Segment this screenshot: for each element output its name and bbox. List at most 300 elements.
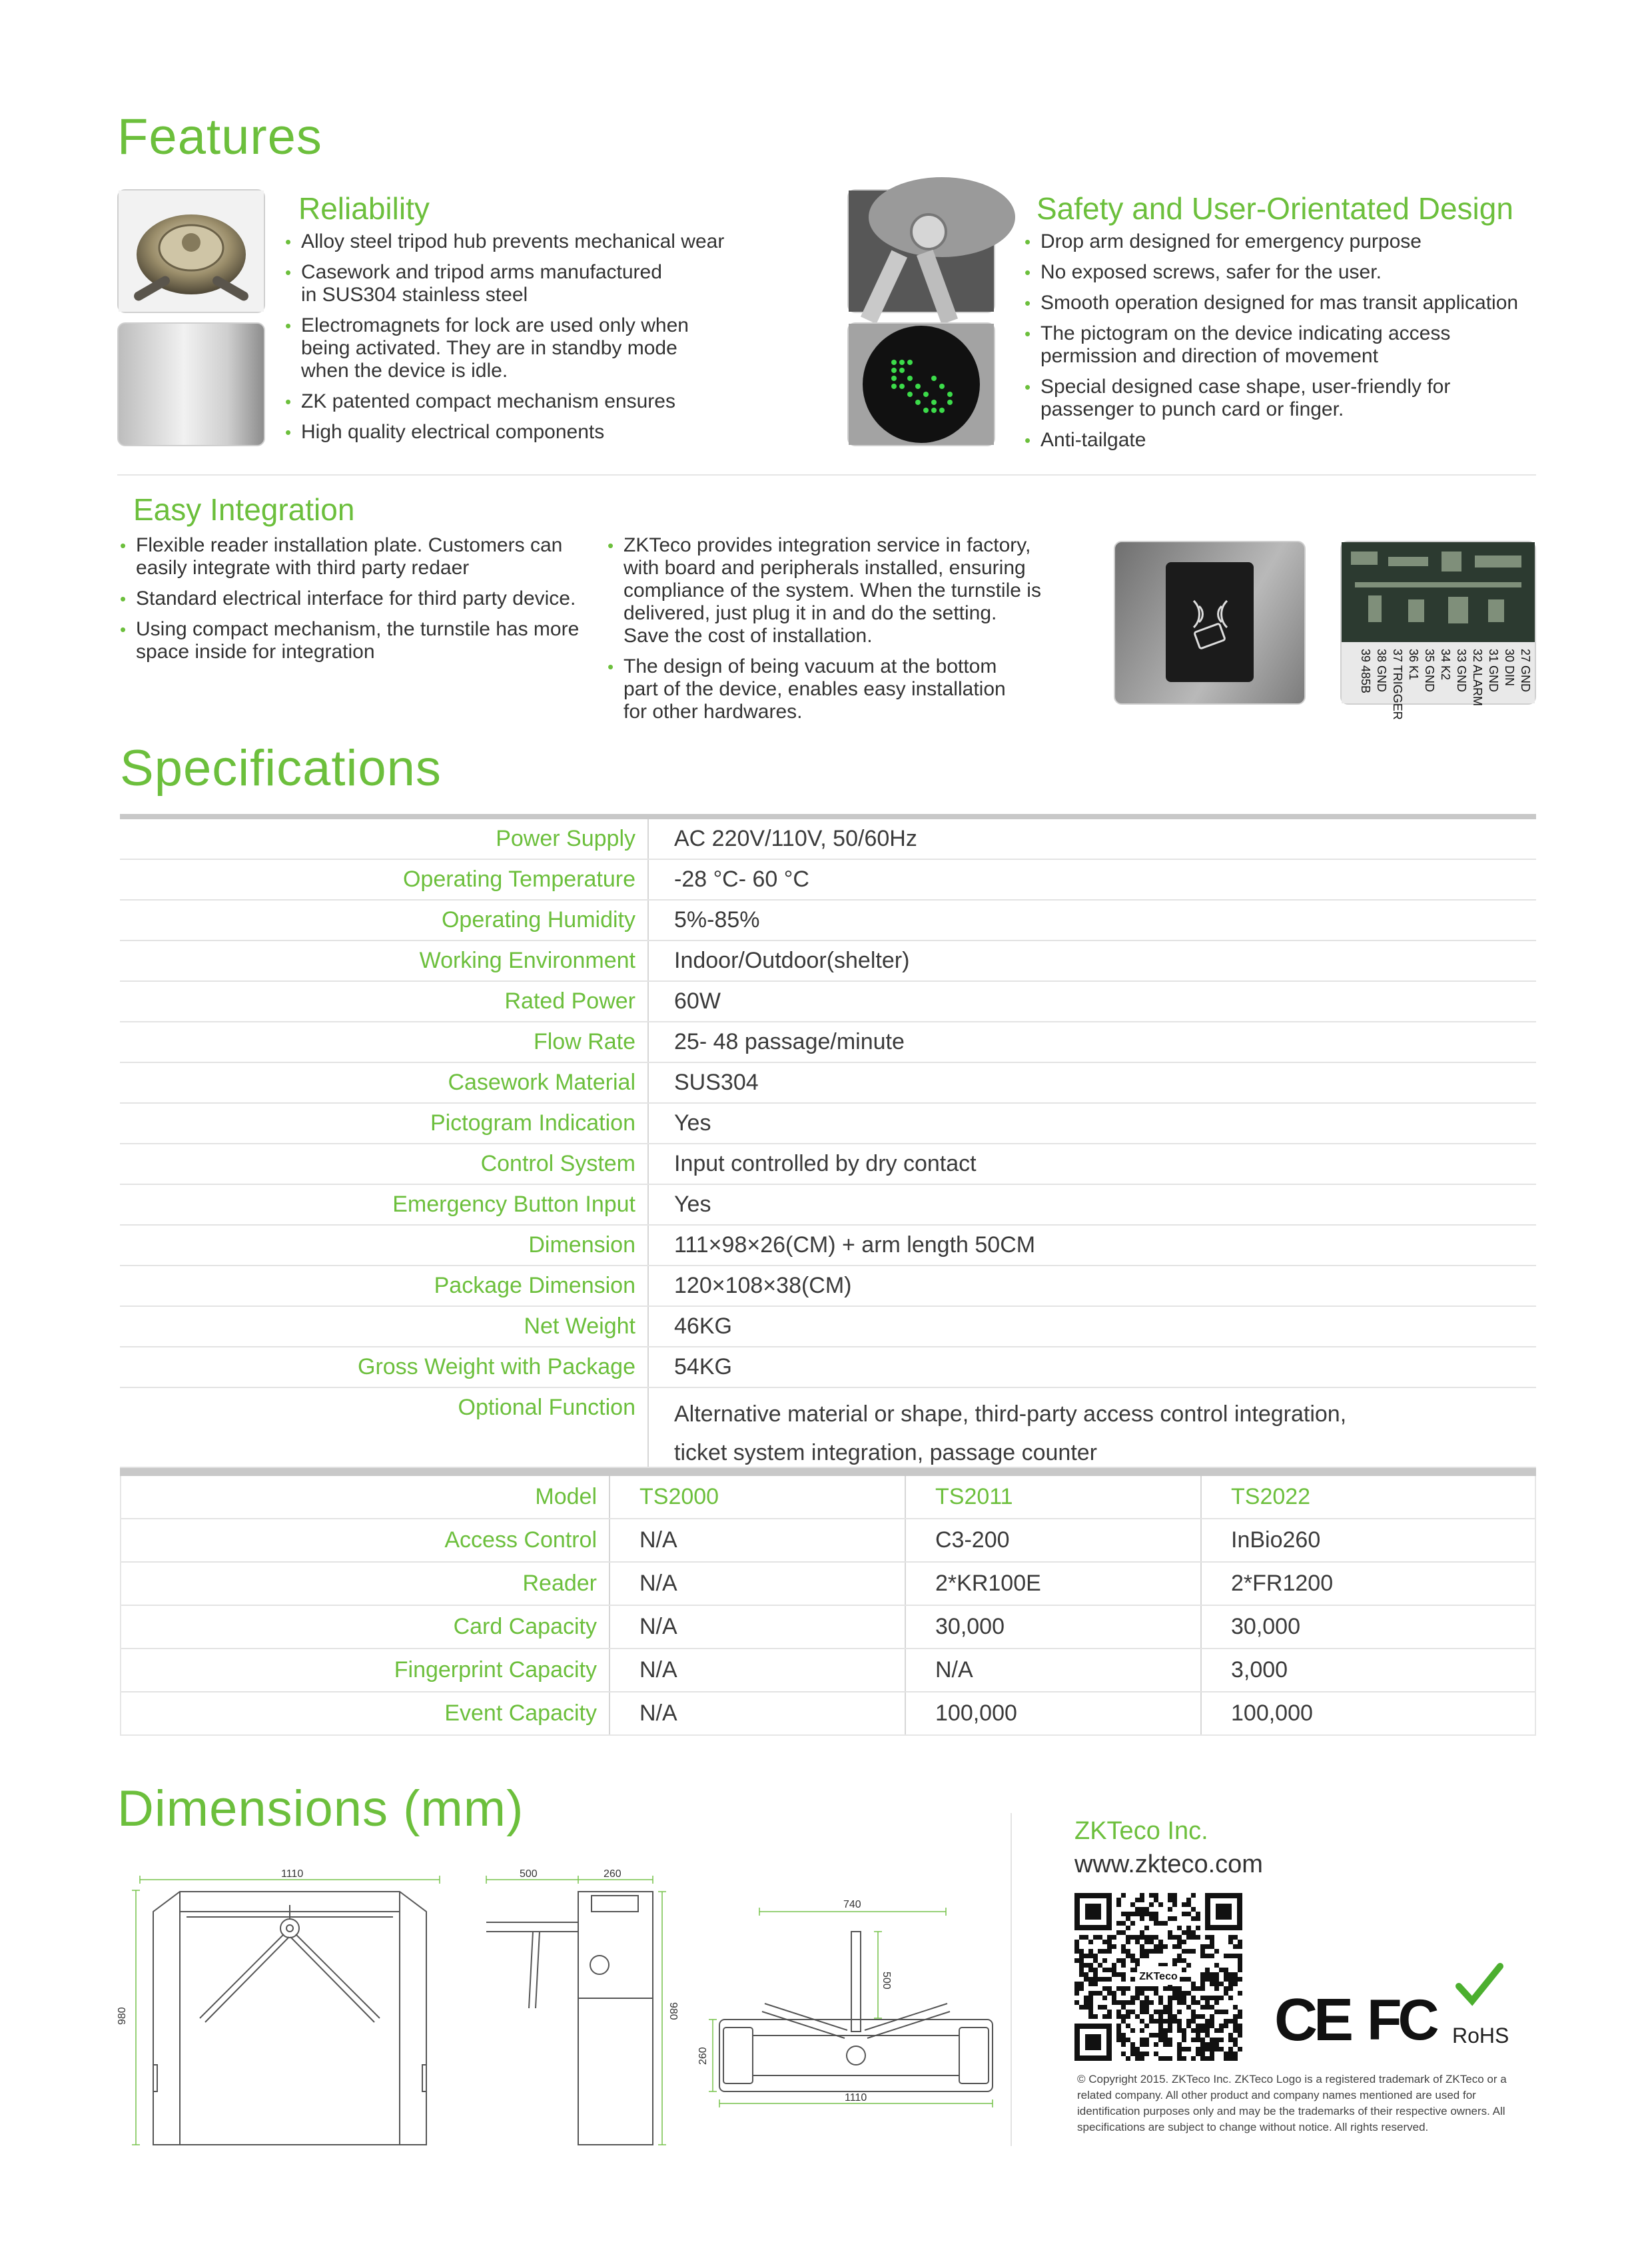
qr-module (1210, 2024, 1214, 2028)
table-cell: InBio260 (1231, 1527, 1321, 1553)
qr-module (1205, 2028, 1210, 2033)
table-row (120, 1347, 1536, 1388)
qr-module (1098, 1963, 1102, 1968)
table-top-rule (120, 1471, 1536, 1476)
qr-module (1144, 1926, 1149, 1930)
qr-module (1168, 1930, 1172, 1935)
qr-module (1158, 1921, 1163, 1926)
qr-module (1079, 1949, 1084, 1954)
qr-module (1219, 2047, 1224, 2052)
qr-module (1228, 2033, 1233, 2038)
qr-module (1210, 2019, 1214, 2024)
qr-module (1154, 1916, 1158, 1921)
qr-module (1219, 1982, 1224, 1986)
model-row-label: Card Capacity (121, 1606, 610, 1648)
qr-module (1140, 1930, 1144, 1935)
top-arm-label: 500 (881, 1972, 892, 1990)
qr-module (1140, 1949, 1144, 1954)
qr-module (1140, 1954, 1144, 1958)
table-cell: N/A (610, 1606, 906, 1648)
qr-module (1168, 2024, 1172, 2028)
table-row (120, 1226, 1536, 1266)
qr-module (1214, 2047, 1219, 2052)
qr-module (1233, 2024, 1238, 2028)
qr-module (1088, 1954, 1093, 1958)
qr-module (1116, 1902, 1121, 1907)
qr-module (1079, 1972, 1084, 1977)
spec-rows (120, 819, 1536, 1388)
qr-module (1088, 1982, 1093, 1986)
side-view-drawing (473, 1865, 679, 2158)
qr-module (1214, 2028, 1219, 2033)
qr-module (1214, 1963, 1219, 1968)
qr-module (1149, 1912, 1154, 1916)
qr-module (1172, 1902, 1177, 1907)
qr-module (1233, 2056, 1238, 2061)
qr-module (1112, 2000, 1116, 2005)
qr-module (1196, 2014, 1200, 2019)
qr-module (1163, 2033, 1168, 2038)
qr-module (1191, 2019, 1196, 2024)
qr-module (1210, 2014, 1214, 2019)
qr-module (1121, 1921, 1126, 1926)
qr-module (1121, 2005, 1126, 2010)
qr-module (1196, 2028, 1200, 2033)
qr-module (1177, 2010, 1182, 2014)
qr-module (1074, 2000, 1079, 2005)
qr-module (1186, 2047, 1191, 2052)
table-cell: 30,000 (1231, 1614, 1300, 1639)
qr-module (1140, 2056, 1144, 2061)
terminal-label: 39 485B (1359, 649, 1372, 694)
qr-module (1135, 2052, 1140, 2056)
qr-module (1093, 2014, 1098, 2019)
qr-module (1168, 2038, 1172, 2042)
table-cell: N/A (610, 1649, 906, 1691)
qr-module (1144, 1935, 1149, 1940)
qr-module (1084, 1935, 1088, 1940)
list-item: • Special designed case shape, user-friendly for passenger to punch card or finger. (1025, 376, 1467, 421)
front-view-drawing (117, 1865, 460, 2158)
qr-module (1121, 2000, 1126, 2005)
pictogram-photo (847, 322, 995, 446)
table-top-rule (120, 814, 1536, 819)
qr-module (1177, 2047, 1182, 2052)
qr-module (1238, 2033, 1242, 2038)
qr-module (1121, 1958, 1126, 1963)
qr-module (1074, 1940, 1079, 1944)
models-table (120, 1471, 1536, 1736)
specifications-table (120, 814, 1536, 1472)
qr-module (1130, 1968, 1135, 1972)
qr-module (1163, 2028, 1168, 2033)
qr-module (1172, 1996, 1177, 2000)
qr-module (1182, 2056, 1186, 2061)
qr-module (1149, 2014, 1154, 2019)
terminal-label: 30 DIN (1503, 649, 1516, 687)
table-row (120, 1104, 1536, 1144)
qr-module (1182, 1968, 1186, 1972)
spec-label: Flow Rate (120, 1022, 649, 1062)
qr-module (1158, 2019, 1163, 2024)
qr-module (1228, 1982, 1233, 1986)
list-item: • No exposed screws, safer for the user. (1025, 261, 1531, 284)
list-item: • Flexible reader installation plate. Customers can easily integrate with third party redaer (120, 534, 586, 579)
tripod-hub-image (119, 190, 264, 312)
spec-value (649, 1388, 1346, 1472)
qr-module (1238, 1963, 1242, 1968)
qr-module (1093, 1968, 1098, 1972)
qr-module (1238, 1944, 1242, 1949)
qr-module (1121, 1912, 1126, 1916)
qr-module (1214, 1949, 1219, 1954)
table-row (121, 1606, 1535, 1649)
qr-module (1154, 2033, 1158, 2038)
qr-module (1107, 2014, 1112, 2019)
casework-photo (117, 322, 265, 446)
qr-module (1074, 1991, 1079, 1996)
table-cell: 3,000 (1231, 1657, 1288, 1682)
top-depth-label: 260 (697, 2047, 709, 2065)
model-rows (121, 1519, 1535, 1734)
qr-module (1149, 1949, 1154, 1954)
terminal-label: 36 K1 (1407, 649, 1420, 681)
qr-module (1158, 2028, 1163, 2033)
qr-module (1168, 2019, 1172, 2024)
qr-module (1191, 1949, 1196, 1954)
qr-module (1200, 1986, 1205, 1991)
qr-module (1121, 2042, 1126, 2047)
qr-module (1191, 1907, 1196, 1912)
qr-module (1182, 2033, 1186, 2038)
qr-module (1177, 2019, 1182, 2024)
qr-module (1154, 1991, 1158, 1996)
qr-module (1200, 2014, 1205, 2019)
qr-module (1149, 1940, 1154, 1944)
qr-module (1200, 2028, 1205, 2033)
qr-module (1074, 1958, 1079, 1963)
qr-module (1140, 1898, 1144, 1902)
qr-module (1126, 1949, 1130, 1954)
qr-module (1154, 1893, 1158, 1898)
qr-module (1079, 1958, 1084, 1963)
qr-module (1140, 1944, 1144, 1949)
qr-module (1233, 2019, 1238, 2024)
qr-module (1172, 1898, 1177, 1902)
spec-value: Input controlled by dry contact (674, 1151, 977, 1176)
qr-module (1196, 1935, 1200, 1940)
qr-module (1130, 1921, 1135, 1926)
circuit-board-photo (1340, 541, 1536, 720)
qr-module (1163, 2010, 1168, 2014)
qr-module (1233, 1972, 1238, 1977)
qr-module (1135, 1940, 1140, 1944)
qr-module (1168, 2056, 1172, 2061)
qr-module (1158, 2038, 1163, 2042)
qr-module (1182, 1958, 1186, 1963)
qr-module (1144, 2052, 1149, 2056)
qr-module (1191, 1986, 1196, 1991)
qr-module (1079, 1954, 1084, 1958)
qr-module (1205, 2019, 1210, 2024)
qr-module (1102, 1977, 1107, 1982)
qr-module (1135, 2014, 1140, 2019)
qr-module (1144, 1907, 1149, 1912)
qr-module (1205, 2000, 1210, 2005)
table-row (120, 1022, 1536, 1063)
qr-module (1210, 1954, 1214, 1958)
qr-module (1140, 2000, 1144, 2005)
table-row (120, 1307, 1536, 1347)
qr-module (1144, 1949, 1149, 1954)
qr-module (1126, 2010, 1130, 2014)
qr-module (1163, 1944, 1168, 1949)
list-item: • The design of being vacuum at the bottom part of the device, enables easy installation for other hardwares. (608, 655, 1017, 723)
qr-module (1121, 1963, 1126, 1968)
model-row-label: Access Control (121, 1519, 610, 1561)
qr-module (1140, 1986, 1144, 1991)
qr-module (1107, 1944, 1112, 1949)
qr-module (1214, 1977, 1219, 1982)
qr-module (1200, 2052, 1205, 2056)
drop-arm-image (849, 190, 994, 312)
reliability-list (285, 230, 738, 452)
qr-module (1219, 2024, 1224, 2028)
qr-module (1168, 1907, 1172, 1912)
qr-module (1205, 1972, 1210, 1977)
qr-module (1088, 1977, 1093, 1982)
qr-module (1079, 1968, 1084, 1972)
qr-module (1107, 1977, 1112, 1982)
spec-value: 60W (674, 988, 721, 1014)
qr-module (1084, 2000, 1088, 2005)
model-ts2011: TS2011 (906, 1476, 1202, 1518)
model-ts2022: TS2022 (1231, 1484, 1311, 1509)
qr-module (1210, 2056, 1214, 2061)
qr-module (1224, 2019, 1228, 2024)
qr-module (1172, 1986, 1177, 1991)
qr-module (1186, 1963, 1191, 1968)
qr-module (1140, 1907, 1144, 1912)
qr-module (1140, 1912, 1144, 1916)
qr-module (1149, 2019, 1154, 2024)
qr-module (1158, 2014, 1163, 2019)
qr-module (1205, 2024, 1210, 2028)
table-cell: 100,000 (1231, 1700, 1313, 1726)
qr-module (1126, 1926, 1130, 1930)
qr-module (1191, 1893, 1196, 1898)
list-item: • ZKTeco provides integration service in factory, with board and peripherals installed, ensuring compliance of the system. When the turnstile is delivered, just plug it in and do the setting. Save the cost of installation. (608, 534, 1047, 647)
qr-module (1191, 2038, 1196, 2042)
qr-module (1214, 1972, 1219, 1977)
table-cell: N/A (610, 1519, 906, 1561)
qr-module (1079, 1963, 1084, 1968)
qr-module (1130, 1977, 1135, 1982)
qr-module (1168, 2042, 1172, 2047)
qr-module (1144, 1954, 1149, 1958)
qr-module (1088, 2000, 1093, 2005)
qr-logo-text: ZKTeco (1139, 1971, 1178, 1982)
list-item: • The pictogram on the device indicating access permission and direction of movement (1025, 322, 1480, 368)
qr-module (1233, 1935, 1238, 1940)
qr-module (1074, 1949, 1079, 1954)
qr-module (1107, 2010, 1112, 2014)
qr-module (1107, 1968, 1112, 1972)
qr-module (1196, 2047, 1200, 2052)
list-item: • Drop arm designed for emergency purpose (1025, 230, 1531, 253)
spec-label: Rated Power (120, 982, 649, 1021)
qr-module (1121, 1944, 1126, 1949)
table-row (120, 1144, 1536, 1185)
qr-module (1158, 2056, 1163, 2061)
qr-module (1107, 1991, 1112, 1996)
qr-module (1233, 2014, 1238, 2019)
qr-module (1144, 2024, 1149, 2028)
qr-module (1158, 2010, 1163, 2014)
terminal-board-image (1342, 542, 1535, 720)
qr-module (1224, 2024, 1228, 2028)
qr-module (1228, 2019, 1233, 2024)
spec-label: Dimension (120, 1226, 649, 1265)
table-row (121, 1519, 1535, 1563)
qr-module (1126, 1954, 1130, 1958)
qr-code (1074, 1893, 1242, 2061)
qr-module (1140, 1991, 1144, 1996)
qr-module (1144, 1912, 1149, 1916)
qr-module (1084, 1977, 1088, 1982)
qr-module (1126, 1935, 1130, 1940)
qr-module (1121, 2033, 1126, 2038)
qr-module (1130, 1912, 1135, 1916)
integration-title: Easy Integration (133, 492, 355, 527)
qr-module (1186, 1949, 1191, 1954)
qr-module (1121, 2014, 1126, 2019)
qr-module (1168, 1986, 1172, 1991)
pictogram-arrow-image (849, 324, 994, 445)
qr-module (1177, 1926, 1182, 1930)
footer-divider (1011, 1813, 1012, 2146)
list-item: • Alloy steel tripod hub prevents mechanical wear (285, 230, 738, 253)
rfid-reader-image (1115, 542, 1304, 703)
qr-module (1163, 2056, 1168, 2061)
terminal-label: 35 GND (1423, 649, 1436, 693)
model-label: Model (121, 1476, 610, 1518)
qr-module (1168, 1935, 1172, 1940)
qr-module (1233, 2052, 1238, 2056)
card-reader-photo (1114, 541, 1306, 705)
qr-module (1177, 1944, 1182, 1949)
qr-module (1126, 1912, 1130, 1916)
qr-module (1233, 1954, 1238, 1958)
qr-module (1172, 1893, 1177, 1898)
qr-module (1177, 1996, 1182, 2000)
model-row-label: Reader (121, 1563, 610, 1605)
qr-module (1154, 1949, 1158, 1954)
side-arm-label: 500 (520, 1868, 538, 1880)
qr-module (1116, 1930, 1121, 1935)
qr-module (1200, 1972, 1205, 1977)
qr-module (1074, 1944, 1079, 1949)
qr-module (1093, 1958, 1098, 1963)
qr-module (1126, 2000, 1130, 2005)
rohs-check-icon (1456, 1962, 1503, 2010)
qr-module (1126, 1916, 1130, 1921)
qr-module (1205, 1935, 1210, 1940)
qr-module (1130, 1958, 1135, 1963)
qr-module (1102, 1958, 1107, 1963)
qr-module (1238, 1991, 1242, 1996)
qr-module (1163, 2042, 1168, 2047)
qr-module (1233, 1982, 1238, 1986)
qr-module (1088, 1996, 1093, 2000)
qr-module (1102, 2014, 1107, 2019)
qr-module (1177, 2024, 1182, 2028)
spec-value: Yes (674, 1192, 711, 1217)
spec-value: AC 220V/110V, 50/60Hz (674, 826, 917, 851)
table-header-row (121, 1476, 1535, 1519)
company-url: www.zkteco.com (1074, 1850, 1263, 1878)
qr-module (1149, 1935, 1154, 1940)
qr-module (1121, 1977, 1126, 1982)
qr-module (1186, 2019, 1191, 2024)
qr-module (1154, 1935, 1158, 1940)
qr-module (1093, 1935, 1098, 1940)
qr-module (1112, 1991, 1116, 1996)
qr-module (1186, 1926, 1191, 1930)
qr-module (1163, 2019, 1168, 2024)
qr-module (1233, 2028, 1238, 2033)
qr-module (1210, 2042, 1214, 2047)
qr-module (1088, 1963, 1093, 1968)
qr-module (1088, 1991, 1093, 1996)
qr-module (1116, 1972, 1121, 1977)
qr-module (1154, 1898, 1158, 1902)
list-item: • Anti-tailgate (1025, 429, 1531, 452)
qr-module (1200, 1944, 1205, 1949)
qr-module (1177, 2028, 1182, 2033)
table-row (120, 1185, 1536, 1226)
qr-module (1191, 1935, 1196, 1940)
table-row (120, 1266, 1536, 1307)
qr-module (1224, 1954, 1228, 1958)
qr-module (1214, 2010, 1219, 2014)
qr-module (1149, 2033, 1154, 2038)
qr-module (1210, 2052, 1214, 2056)
table-row (121, 1649, 1535, 1692)
qr-module (1135, 1986, 1140, 1991)
qr-module (1102, 1949, 1107, 1954)
qr-module (1084, 1963, 1088, 1968)
qr-module (1163, 1986, 1168, 1991)
qr-module (1182, 1991, 1186, 1996)
table-row (121, 1563, 1535, 1606)
qr-module (1177, 1935, 1182, 1940)
qr-module (1158, 1996, 1163, 2000)
qr-module (1205, 2056, 1210, 2061)
qr-module (1177, 1986, 1182, 1991)
qr-module (1177, 2056, 1182, 2061)
qr-module (1116, 2033, 1121, 2038)
qr-module (1191, 1996, 1196, 2000)
qr-module (1214, 1982, 1219, 1986)
table-row (121, 1692, 1535, 1734)
qr-module (1163, 1921, 1168, 1926)
qr-module (1102, 1986, 1107, 1991)
qr-module (1121, 1972, 1126, 1977)
qr-module (1200, 1982, 1205, 1986)
qr-module (1186, 1902, 1191, 1907)
qr-module (1205, 1968, 1210, 1972)
